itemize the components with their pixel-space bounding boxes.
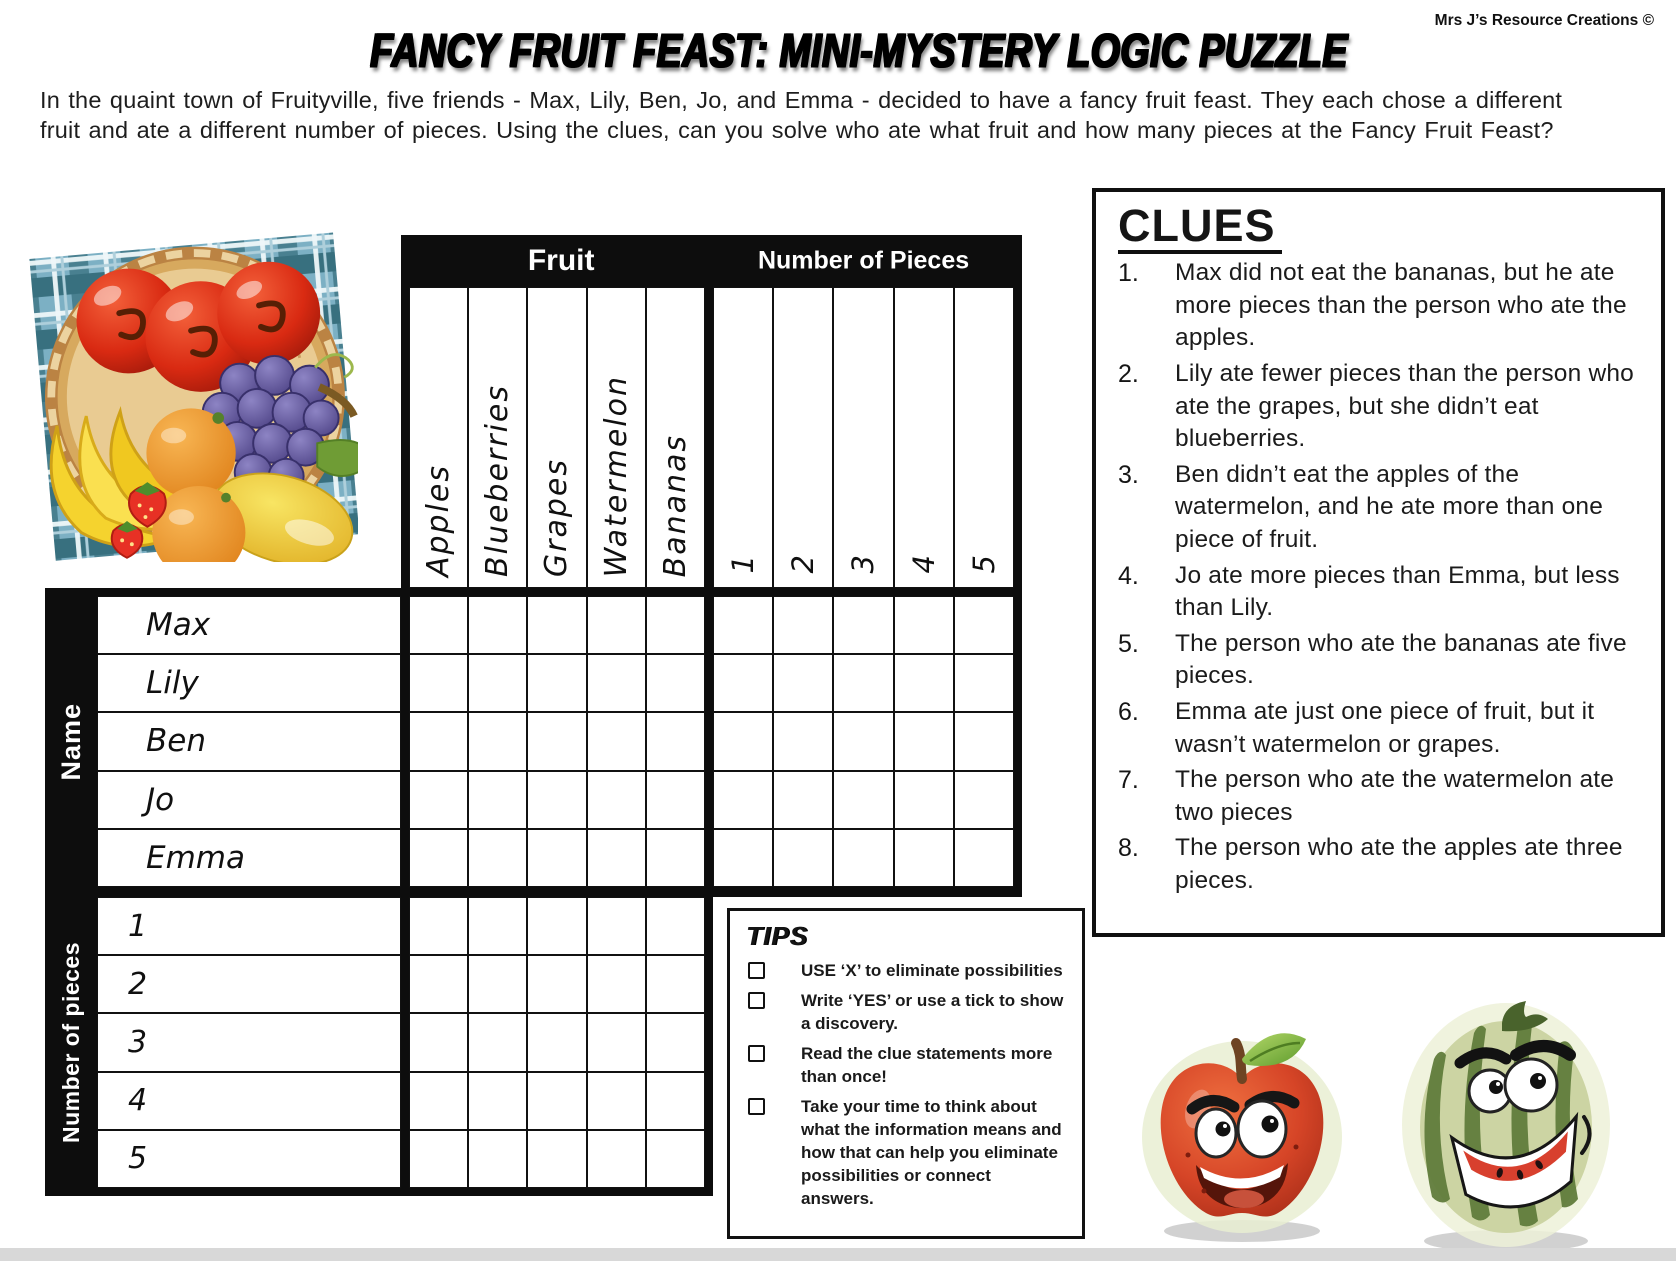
grid-bottom-border bbox=[45, 1188, 713, 1196]
cell-emma-4[interactable] bbox=[894, 829, 954, 887]
cell-max-grapes[interactable] bbox=[527, 596, 586, 654]
cell-5-apples[interactable] bbox=[409, 1130, 468, 1188]
cell-jo-grapes[interactable] bbox=[527, 771, 586, 829]
cell-ben-1[interactable] bbox=[713, 712, 773, 770]
cell-ben-apples[interactable] bbox=[409, 712, 468, 770]
rotated-fruit-label: Grapes bbox=[539, 457, 575, 577]
cell-1-grapes[interactable] bbox=[527, 897, 586, 955]
cell-4-bananas[interactable] bbox=[646, 1072, 705, 1130]
clues-panel bbox=[1092, 188, 1665, 937]
pieces-column-label-2 bbox=[773, 287, 833, 588]
pieces-axis-label: Number of pieces bbox=[57, 941, 84, 1143]
pieces-axis-bar bbox=[45, 897, 97, 1188]
grid-top-section-line bbox=[45, 588, 1022, 596]
fruit-column-label-apples bbox=[409, 287, 468, 588]
checkbox-bullet-icon bbox=[748, 1045, 765, 1062]
rotated-fruit-label: Watermelon bbox=[598, 374, 634, 577]
watermelon-character-illustration bbox=[1398, 985, 1613, 1255]
cell-lily-apples[interactable] bbox=[409, 654, 468, 712]
tip-item bbox=[746, 989, 1066, 1035]
clue-item bbox=[1118, 358, 1645, 456]
grid-header-bar bbox=[401, 235, 1022, 287]
cell-max-bananas[interactable] bbox=[646, 596, 705, 654]
cell-emma-5[interactable] bbox=[954, 829, 1014, 887]
clue-text: Ben didn’t eat the apples of the watermelon, and he ate more than one piece of fruit. bbox=[1175, 460, 1604, 553]
cell-lily-bananas[interactable] bbox=[646, 654, 705, 712]
tip-text: Write ‘YES’ or use a tick to show a discovery. bbox=[801, 991, 1064, 1033]
fruit-column-label-blueberries bbox=[468, 287, 527, 588]
cell-jo-1[interactable] bbox=[713, 771, 773, 829]
name-label: Jo bbox=[146, 781, 175, 818]
cell-ben-3[interactable] bbox=[833, 712, 893, 770]
tip-item bbox=[746, 959, 1066, 982]
tip-item bbox=[746, 1095, 1066, 1210]
cell-jo-apples[interactable] bbox=[409, 771, 468, 829]
name-label: Max bbox=[146, 607, 211, 644]
cell-emma-2[interactable] bbox=[773, 829, 833, 887]
pieces-header-label: Number of Pieces bbox=[757, 246, 970, 275]
checkbox-bullet-icon bbox=[748, 1098, 765, 1115]
cell-ben-bananas[interactable] bbox=[646, 712, 705, 770]
cell-max-watermelon[interactable] bbox=[587, 596, 646, 654]
rotated-fruit-label: Blueberries bbox=[480, 384, 516, 577]
name-row-label-jo bbox=[97, 771, 401, 829]
cell-lily-2[interactable] bbox=[773, 654, 833, 712]
name-row-label-max bbox=[97, 596, 401, 654]
fruit-header-label: Fruit bbox=[527, 244, 595, 277]
cell-max-2[interactable] bbox=[773, 596, 833, 654]
intro-paragraph: In the quaint town of Fruityville, five friends - Max, Lily, Ben, Jo, and Emma - decided to have a fancy fruit feast. They each chose a different fruit and ate a different number of pieces. Using the clues, can you solve who ate what fruit and how many pieces at the Fancy Fruit Feast? bbox=[40, 87, 1563, 143]
cell-lily-watermelon[interactable] bbox=[587, 654, 646, 712]
clue-item bbox=[1118, 628, 1645, 693]
rotated-number-label: 4 bbox=[906, 554, 941, 573]
tips-heading: TIPS bbox=[746, 921, 808, 951]
cell-jo-blueberries[interactable] bbox=[468, 771, 527, 829]
cell-ben-grapes[interactable] bbox=[527, 712, 586, 770]
cell-5-bananas[interactable] bbox=[646, 1130, 705, 1188]
cell-jo-watermelon[interactable] bbox=[587, 771, 646, 829]
cell-ben-blueberries[interactable] bbox=[468, 712, 527, 770]
clue-text: Lily ate fewer pieces than the person who ate the grapes, but she didn’t eat blueberries. bbox=[1175, 360, 1634, 453]
tip-item bbox=[746, 1042, 1066, 1088]
clue-item bbox=[1118, 764, 1645, 829]
cell-1-apples[interactable] bbox=[409, 897, 468, 955]
page-bottom-edge bbox=[0, 1248, 1676, 1261]
grid-middle-separator bbox=[45, 887, 1022, 897]
apple-character-illustration bbox=[1140, 1015, 1345, 1245]
rotated-number-label: 5 bbox=[966, 554, 1001, 573]
tip-text: USE ‘X’ to eliminate possibilities bbox=[801, 961, 1063, 980]
clue-number: 5. bbox=[1118, 629, 1139, 658]
pieces-label: 1 bbox=[128, 908, 148, 944]
pieces-column-label-5 bbox=[954, 287, 1014, 588]
clue-text: Jo ate more pieces than Emma, but less than Lily. bbox=[1175, 561, 1620, 622]
cell-max-1[interactable] bbox=[713, 596, 773, 654]
cell-2-watermelon[interactable] bbox=[587, 955, 646, 1013]
cell-lily-grapes[interactable] bbox=[527, 654, 586, 712]
clue-number: 6. bbox=[1118, 697, 1139, 726]
cell-jo-3[interactable] bbox=[833, 771, 893, 829]
grid-fruit-number-separator bbox=[705, 287, 713, 1196]
cell-jo-4[interactable] bbox=[894, 771, 954, 829]
clue-text: The person who ate the bananas ate five pieces. bbox=[1175, 629, 1627, 690]
fruit-column-label-watermelon bbox=[587, 287, 646, 588]
cell-ben-watermelon[interactable] bbox=[587, 712, 646, 770]
cell-max-apples[interactable] bbox=[409, 596, 468, 654]
clue-item bbox=[1118, 560, 1645, 625]
cell-lily-3[interactable] bbox=[833, 654, 893, 712]
pieces-label: 2 bbox=[128, 966, 148, 1002]
name-label: Emma bbox=[146, 839, 245, 876]
clue-text: The person who ate the apples ate three pieces. bbox=[1175, 834, 1623, 894]
name-axis-label: Name bbox=[55, 702, 86, 781]
page-title: FANCY FRUIT FEAST: MINI-MYSTERY LOGIC PUZZLE bbox=[369, 23, 1347, 76]
cell-max-5[interactable] bbox=[954, 596, 1014, 654]
cell-ben-5[interactable] bbox=[954, 712, 1014, 770]
cell-3-grapes[interactable] bbox=[527, 1013, 586, 1071]
name-row-label-emma bbox=[97, 829, 401, 887]
pieces-row-label-2 bbox=[97, 955, 401, 1013]
name-label: Ben bbox=[146, 723, 206, 760]
cell-jo-2[interactable] bbox=[773, 771, 833, 829]
rotated-number-label: 2 bbox=[786, 554, 821, 573]
clue-text: The person who ate the watermelon ate two pieces bbox=[1175, 766, 1615, 826]
cell-5-watermelon[interactable] bbox=[587, 1130, 646, 1188]
pieces-label: 4 bbox=[128, 1083, 148, 1119]
cell-3-watermelon[interactable] bbox=[587, 1013, 646, 1071]
cell-emma-apples[interactable] bbox=[409, 829, 468, 887]
cell-4-blueberries[interactable] bbox=[468, 1072, 527, 1130]
cell-emma-watermelon[interactable] bbox=[587, 829, 646, 887]
cell-lily-4[interactable] bbox=[894, 654, 954, 712]
pieces-row-label-4 bbox=[97, 1072, 401, 1130]
cell-2-grapes[interactable] bbox=[527, 955, 586, 1013]
pieces-column-label-3 bbox=[833, 287, 893, 588]
cell-emma-blueberries[interactable] bbox=[468, 829, 527, 887]
rotated-number-label: 1 bbox=[726, 554, 761, 573]
grid-left-thick-line bbox=[401, 287, 409, 1196]
cell-emma-3[interactable] bbox=[833, 829, 893, 887]
cell-3-apples[interactable] bbox=[409, 1013, 468, 1071]
cell-5-blueberries[interactable] bbox=[468, 1130, 527, 1188]
cell-1-bananas[interactable] bbox=[646, 897, 705, 955]
checkbox-bullet-icon bbox=[748, 992, 765, 1009]
fruit-column-label-grapes bbox=[527, 287, 586, 588]
name-row-label-lily bbox=[97, 654, 401, 712]
clue-text: Emma ate just one piece of fruit, but it wasn’t watermelon or grapes. bbox=[1175, 697, 1595, 758]
cell-3-blueberries[interactable] bbox=[468, 1013, 527, 1071]
cell-max-blueberries[interactable] bbox=[468, 596, 527, 654]
cell-lily-blueberries[interactable] bbox=[468, 654, 527, 712]
tip-text: Take your time to think about what the information means and how that can help you eliminate possibilities or connect answers. bbox=[801, 1097, 1062, 1208]
clue-number: 4. bbox=[1118, 561, 1139, 590]
clue-number: 3. bbox=[1118, 460, 1139, 489]
tips-panel bbox=[727, 908, 1085, 1239]
cell-4-grapes[interactable] bbox=[527, 1072, 586, 1130]
cell-ben-2[interactable] bbox=[773, 712, 833, 770]
pieces-label: 5 bbox=[128, 1141, 148, 1177]
rotated-fruit-label: Apples bbox=[421, 463, 457, 577]
cell-5-grapes[interactable] bbox=[527, 1130, 586, 1188]
cell-1-watermelon[interactable] bbox=[587, 897, 646, 955]
rotated-fruit-label: Bananas bbox=[657, 433, 693, 577]
pieces-column-label-4 bbox=[894, 287, 954, 588]
clue-item bbox=[1118, 832, 1645, 897]
clue-number: 1. bbox=[1118, 259, 1139, 288]
pieces-row-label-3 bbox=[97, 1013, 401, 1071]
brand-credit: Mrs J’s Resource Creations © bbox=[1434, 12, 1654, 29]
cell-ben-4[interactable] bbox=[894, 712, 954, 770]
checkbox-bullet-icon bbox=[748, 962, 765, 979]
pieces-row-label-1 bbox=[97, 897, 401, 955]
clue-item bbox=[1118, 257, 1645, 355]
cell-4-apples[interactable] bbox=[409, 1072, 468, 1130]
cell-lily-1[interactable] bbox=[713, 654, 773, 712]
fruit-column-label-bananas bbox=[646, 287, 705, 588]
tip-text: Read the clue statements more than once! bbox=[801, 1044, 1053, 1086]
cell-max-4[interactable] bbox=[894, 596, 954, 654]
cell-jo-5[interactable] bbox=[954, 771, 1014, 829]
clue-item bbox=[1118, 696, 1645, 761]
clues-heading: CLUES bbox=[1118, 202, 1282, 254]
pieces-row-label-5 bbox=[97, 1130, 401, 1188]
clue-number: 8. bbox=[1118, 834, 1139, 863]
rotated-number-label: 3 bbox=[846, 554, 881, 573]
cell-emma-grapes[interactable] bbox=[527, 829, 586, 887]
name-axis-bar bbox=[45, 596, 97, 887]
cell-max-3[interactable] bbox=[833, 596, 893, 654]
cell-2-apples[interactable] bbox=[409, 955, 468, 1013]
cell-emma-1[interactable] bbox=[713, 829, 773, 887]
name-row-label-ben bbox=[97, 712, 401, 770]
clue-number: 7. bbox=[1118, 766, 1139, 795]
pieces-label: 3 bbox=[128, 1024, 148, 1060]
cell-emma-bananas[interactable] bbox=[646, 829, 705, 887]
cell-lily-5[interactable] bbox=[954, 654, 1014, 712]
cell-2-blueberries[interactable] bbox=[468, 955, 527, 1013]
cell-2-bananas[interactable] bbox=[646, 955, 705, 1013]
cell-4-watermelon[interactable] bbox=[587, 1072, 646, 1130]
cell-3-bananas[interactable] bbox=[646, 1013, 705, 1071]
clue-text: Max did not eat the bananas, but he ate more pieces than the person who ate the apples. bbox=[1175, 259, 1627, 352]
clue-number: 2. bbox=[1118, 360, 1139, 389]
pieces-column-label-1 bbox=[713, 287, 773, 588]
cell-jo-bananas[interactable] bbox=[646, 771, 705, 829]
name-label: Lily bbox=[146, 665, 199, 702]
cell-1-blueberries[interactable] bbox=[468, 897, 527, 955]
clue-item bbox=[1118, 459, 1645, 557]
